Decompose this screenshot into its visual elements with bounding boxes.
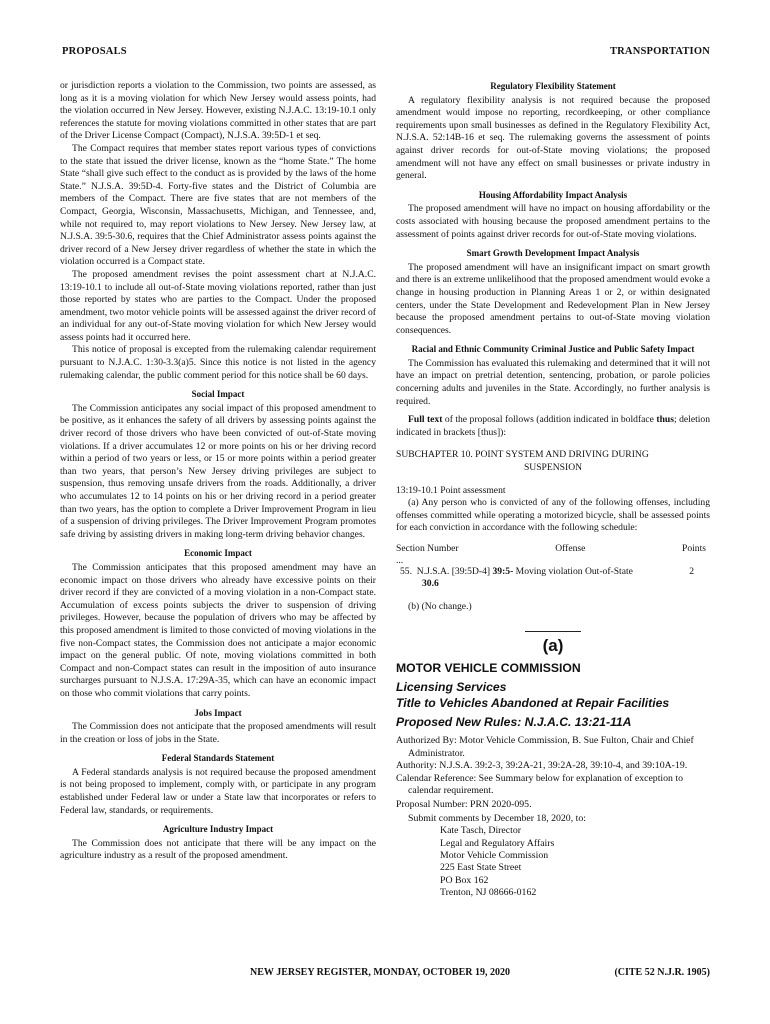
agency-name: MOTOR VEHICLE COMMISSION bbox=[396, 660, 581, 675]
submit-comments: Submit comments by December 18, 2020, to: bbox=[408, 812, 586, 824]
address-line: 225 East State Street bbox=[440, 862, 522, 874]
section-title: 13:19-10.1 Point assessment bbox=[396, 484, 506, 496]
row-section: N.J.S.A. [39:5D-4] bbox=[416, 565, 493, 577]
address-line: Motor Vehicle Commission bbox=[440, 849, 549, 861]
row-number: 55. bbox=[400, 565, 412, 577]
section-heading: Federal Standards Statement bbox=[161, 753, 275, 764]
notice-letter: (a) bbox=[542, 636, 564, 656]
row-new-section: 39:5- bbox=[492, 565, 514, 577]
section-heading: Regulatory Flexibility Statement bbox=[490, 81, 616, 91]
divider bbox=[525, 631, 581, 632]
section-heading: Racial and Ethnic Community Criminal Justice and Public Safety Impact bbox=[411, 344, 695, 355]
paragraph: The Commission does not anticipate that the proposed amendments will result in the creation or loss of jobs in the State. bbox=[60, 721, 376, 745]
full-text-rest: of the proposal follows (addition indicated in boldface bbox=[442, 414, 657, 426]
paragraph: The proposed amendment will have no impact on housing affordability or the costs associated with housing because the proposed amendment pertains to the assessment of points against driver records for out-of-State moving violations. bbox=[396, 203, 710, 240]
subchapter-line-2: SUSPENSION bbox=[523, 462, 583, 474]
row-offense: Moving violation Out-of-State bbox=[513, 565, 633, 577]
authorized-by: Authorized By: Motor Vehicle Commission, B. Sue Fulton, Chair and Chief Administrator. bbox=[396, 734, 694, 759]
left-column bbox=[60, 80, 376, 863]
paragraph: or jurisdiction reports a violation to the Commission, two points are assessed, as long as it is a moving violation for which New Jersey would assess points, had the violation occurred in New Jersey. However, existing N.J.A.C. 13:19-10.1 only references the statute for moving violations committed in other states that are part of the Driver License Compact (Compact), N.J.S.A. 39:5D-1 et seq. bbox=[60, 80, 376, 142]
full-text-bold: Full text bbox=[408, 414, 443, 426]
footer-publication: NEW JERSEY REGISTER, MONDAY, OCTOBER 19, 2020 bbox=[250, 967, 510, 978]
section-heading: Jobs Impact bbox=[194, 707, 242, 718]
paragraph: The Commission has evaluated this rulemaking and determined that it will not have an impact on pretrial detention, sentencing, probation, or parole policies concerning adults and juveniles in the State. Accordingly, no further analysis is required. bbox=[396, 357, 710, 407]
paragraph: The Commission anticipates that this proposed amendment may have an economic impact on those drivers who already have excessive points on their driver record if they are convicted of a moving violation in a non-Compact state. Accumulation of excess points subjects the driver to suspension of driving privileges. However, because the population of drivers who may be affected by this proposed amendment is limited to those convicted of moving violations in the five non-Compact states, the Commission does not anticipate a major economic impact on the general public. Of note, moving violations committed in both Compact and non-Compact states can result in the imposition of auto insurance surcharges pursuant to N.J.S.A. 17:29A-35, which can have an economic impact on those who commit violations that carry points. bbox=[60, 561, 376, 699]
subchapter-title bbox=[396, 449, 710, 474]
proposal-number: Proposal Number: PRN 2020-095. bbox=[396, 798, 532, 810]
address-line: PO Box 162 bbox=[440, 874, 489, 886]
full-text-thus: thus bbox=[656, 414, 674, 426]
address-line: Trenton, NJ 08666-0162 bbox=[440, 887, 537, 899]
section-heading: Agriculture Industry Impact bbox=[162, 824, 274, 835]
subchapter-line-1: SUBCHAPTER 10. POINT SYSTEM AND DRIVING DURING bbox=[396, 449, 649, 461]
paragraph: The Commission does not anticipate that there will be any impact on the agriculture industry as a result of the proposed amendment. bbox=[60, 837, 376, 862]
section-heading: Social Impact bbox=[191, 389, 245, 400]
paragraph: A Federal standards analysis is not required because the proposed amendment is not being proposed to implement, comply with, or participate in any program established under Federal law or under a State law that incorporates or refers to Federal law, standards, or requirements. bbox=[60, 766, 376, 816]
table-header bbox=[396, 543, 710, 556]
address-line: Legal and Regulatory Affairs bbox=[440, 837, 555, 849]
running-header-left: PROPOSALS bbox=[62, 46, 127, 57]
address-line: Kate Tasch, Director bbox=[440, 825, 522, 837]
section-heading: Smart Growth Development Impact Analysis bbox=[466, 248, 640, 259]
section-heading: Economic Impact bbox=[184, 548, 252, 559]
paragraph: The proposed amendment revises the point assessment chart at N.J.A.C. 13:19-10.1 to include all out-of-State moving violations reported, rather than just those reported by states who are parties to the Compact. Under the proposed amendment, two motor vehicle points will be assessed against the driver record of an individual for any out-of-State moving violation for which New Jersey would assess points had it occurred here. bbox=[60, 268, 376, 343]
paragraph: This notice of proposal is excepted from the rulemaking calendar requirement pursuant to N.J.A.C. 1:30-3.3(a)5. Since this notice is not listed in the agency rulemaking calendar, the public comment period for this notice shall be 60 days. bbox=[60, 344, 376, 381]
paragraph: (a) Any person who is convicted of any of the following offenses, including offenses committed while operating a motorized bicycle, shall be assessed points for each conviction in accordance with the following schedule: bbox=[396, 497, 710, 534]
row-content bbox=[396, 566, 670, 591]
points-table bbox=[396, 543, 710, 591]
authority: Authority: N.J.S.A. 39:2-3, 39:2A-21, 39:2A-28, 39:10-4, and 39:10A-19. bbox=[396, 760, 688, 772]
full-text-note bbox=[396, 414, 710, 439]
paragraph: A regulatory flexibility analysis is not required because the proposed amendment would impose no reporting, recordkeeping, or other compliance requirements upon small businesses as defined in the Regulatory Flexibility Act, N.J.S.A. 52:14B-16 et seq. The rulemaking governs the assessment of points against driver records for out-of-State moving violations; the proposed amendment will not have any effect on small businesses or private industry in general. bbox=[396, 94, 710, 182]
paragraph: The proposed amendment will have an insignificant impact on smart growth and there is an extreme unlikelihood that the proposed amendment would evoke a change in housing production in Planning Areas 1 or 2, or within designated centers, under the State Development and Redevelopment Plan in New Jersey because the proposed amendment pertains to out-of-State moving violation consequences. bbox=[396, 261, 710, 336]
col-points: Points bbox=[681, 543, 706, 554]
subject-title: Title to Vehicles Abandoned at Repair Facilities bbox=[396, 695, 670, 710]
full-text-end: ; deletion indicated in brackets [thus]): bbox=[396, 414, 711, 438]
row-new-section-cont: 30.6 bbox=[422, 578, 439, 590]
division-name: Licensing Services bbox=[396, 680, 507, 695]
footer-citation: (CITE 52 N.J.R. 1905) bbox=[614, 967, 710, 978]
paragraph: The Commission anticipates any social impact of this proposed amendment to be positive, as it enhances the safety of all drivers by assessing points against the driver record of those drivers who have been convicted of out-of-State moving violations. If a driver accumulates 12 or more points on his or her driving record within a period of two years or less, or 15 or more points within a period greater than two years, that person’s New Jersey driving privileges are subject to suspension, thus removing unsafe drivers from the roads. Additionally, a driver who accumulates 12 to 14 points on his or her driving record in a period greater than two years, has the option to complete a Driver Improvement Program in lieu of a suspension of driving privileges. The Driver Improvement Program promotes safe driving by assisting drivers in making long-term driving behavior changes. bbox=[60, 402, 376, 540]
section-b: (b) (No change.) bbox=[408, 600, 472, 612]
row-points: 2 bbox=[689, 565, 694, 577]
rule-title: Proposed New Rules: N.J.A.C. 13:21-11A bbox=[396, 715, 632, 730]
calendar-reference: Calendar Reference: See Summary below for explanation of exception to calendar requirement. bbox=[396, 772, 683, 797]
paragraph: The Compact requires that member states report various types of convictions to the state that issued the driver license, known as the “home State.” The home State “shall give such effect to the conduct as is provided by the laws of the home State.” N.J.S.A. 39:5D-4. Forty-five states and the District of Columbia are members of the Compact. There are five states that are not members of the Compact, Georgia, Wisconsin, Massachusetts, Michigan, and Tennessee, and, while not required to, may report violations to New Jersey. New Jersey law, at N.J.S.A. 39:5-30.6, requires that the Chief Administrator assess points against the driver record of a New Jersey driver regardless of whether the state in which the violation occurred is a Compact state. bbox=[60, 142, 376, 268]
address-block bbox=[440, 825, 710, 899]
running-header-right: TRANSPORTATION bbox=[609, 46, 710, 57]
section-heading: Housing Affordability Impact Analysis bbox=[478, 189, 628, 200]
ellipsis: ... bbox=[396, 554, 404, 566]
right-column bbox=[396, 80, 710, 900]
col-offense: Offense bbox=[555, 543, 586, 554]
col-section-number: Section Number bbox=[396, 543, 459, 554]
table-row bbox=[396, 566, 710, 591]
